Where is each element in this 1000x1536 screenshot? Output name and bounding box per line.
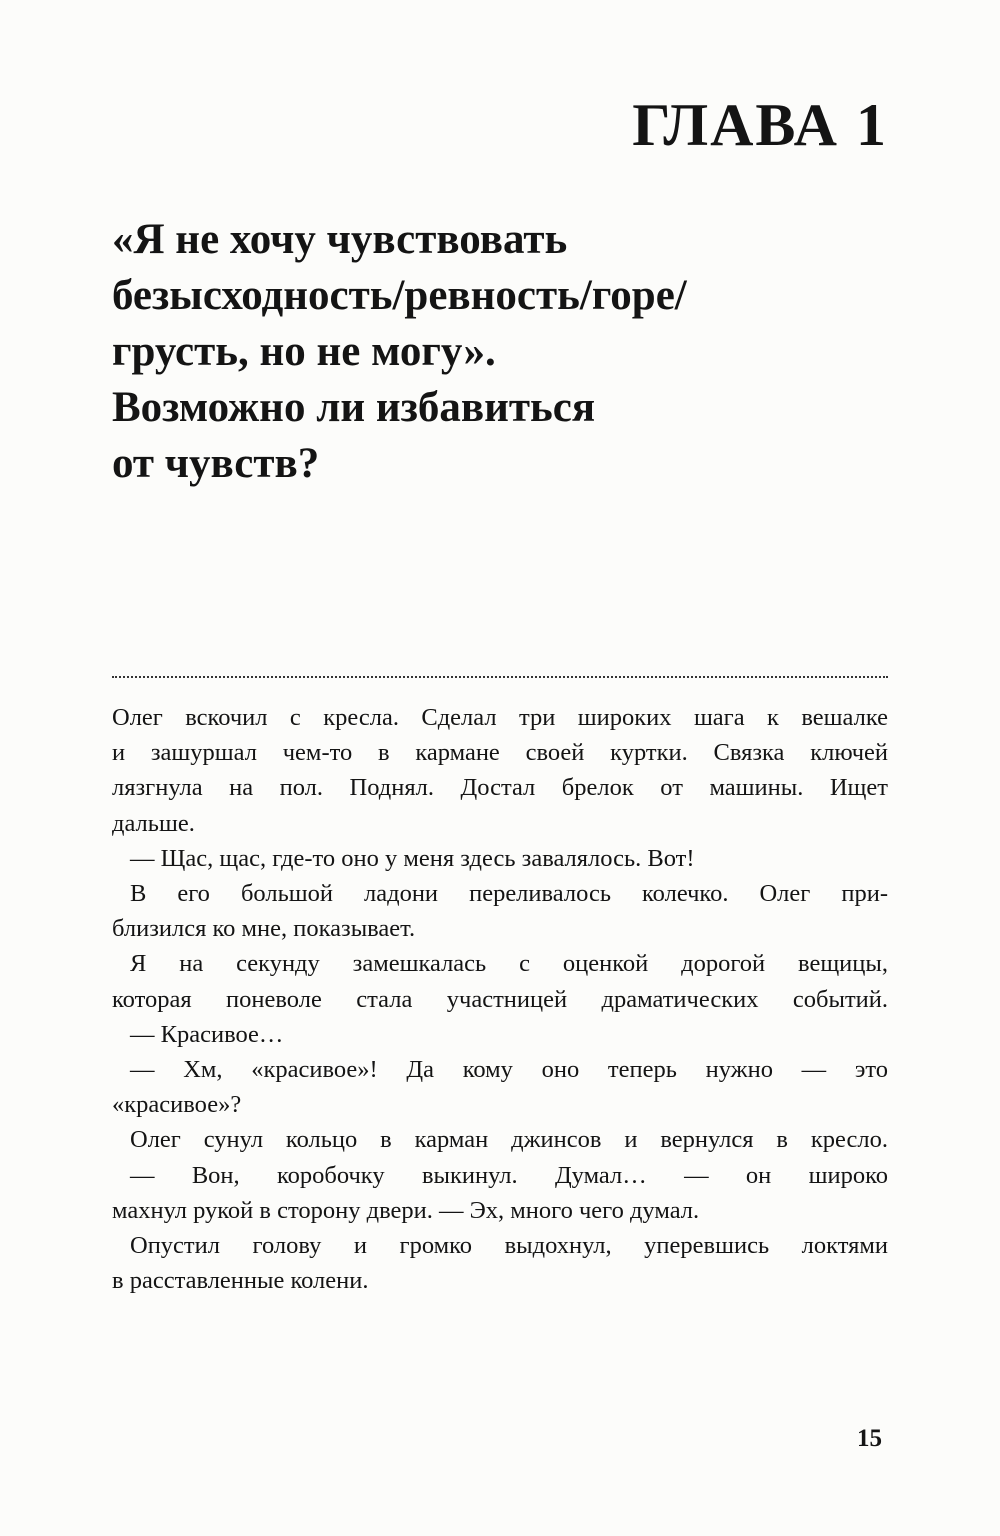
chapter-title-line: «Я не хочу чувствовать bbox=[112, 216, 568, 263]
chapter-title-line: от чувств? bbox=[112, 440, 320, 487]
chapter-title bbox=[112, 212, 892, 492]
text-line: — Щас, щас, где-то оно у меня здесь завалялось. Вот! bbox=[130, 844, 695, 872]
dotted-divider bbox=[112, 676, 888, 678]
text-line: в расставленные колени. bbox=[112, 1267, 369, 1295]
text-line: махнул рукой в сторону двери. — Эх, много чего думал. bbox=[112, 1196, 700, 1224]
text-line: Олег вскочил с кресла. Сделал три широких шага к вешалке bbox=[112, 704, 888, 731]
text-line: лязгнула на пол. Поднял. Достал брелок от машины. Ищет bbox=[112, 774, 888, 802]
text-line: — Красивое… bbox=[130, 1020, 284, 1048]
text-line: Олег сунул кольцо в карман джинсов и вернулся в кресло. bbox=[130, 1126, 888, 1154]
text-line: Я на секунду замешкалась с оценкой дорогой вещицы, bbox=[130, 950, 888, 978]
text-line: В его большой ладони переливалось колечко. Олег при- bbox=[130, 880, 888, 908]
text-line: «красивое»? bbox=[112, 1091, 242, 1119]
chapter-title-line: безысходность/ревность/горе/ bbox=[112, 272, 687, 319]
text-line: — Вон, коробочку выкинул. Думал… — он широко bbox=[130, 1161, 888, 1189]
chapter-label: ГЛАВА 1 bbox=[632, 92, 888, 158]
text-line: близился ко мне, показывает. bbox=[112, 915, 416, 943]
text-line: Опустил голову и громко выдохнул, уперевшись локтями bbox=[130, 1232, 888, 1260]
page-number: 15 bbox=[857, 1425, 882, 1452]
text-line: дальше. bbox=[112, 809, 195, 837]
chapter-title-line: Возможно ли избавиться bbox=[112, 384, 596, 431]
text-line: и зашуршал чем-то в кармане своей куртки. Связка ключей bbox=[112, 739, 888, 767]
text-line: — Хм, «красивое»! Да кому оно теперь нужно — это bbox=[130, 1056, 888, 1084]
text-line: которая поневоле стала участницей драматических событий. bbox=[112, 985, 888, 1013]
chapter-title-line: грусть, но не могу». bbox=[112, 328, 496, 375]
body-text bbox=[112, 700, 888, 1298]
